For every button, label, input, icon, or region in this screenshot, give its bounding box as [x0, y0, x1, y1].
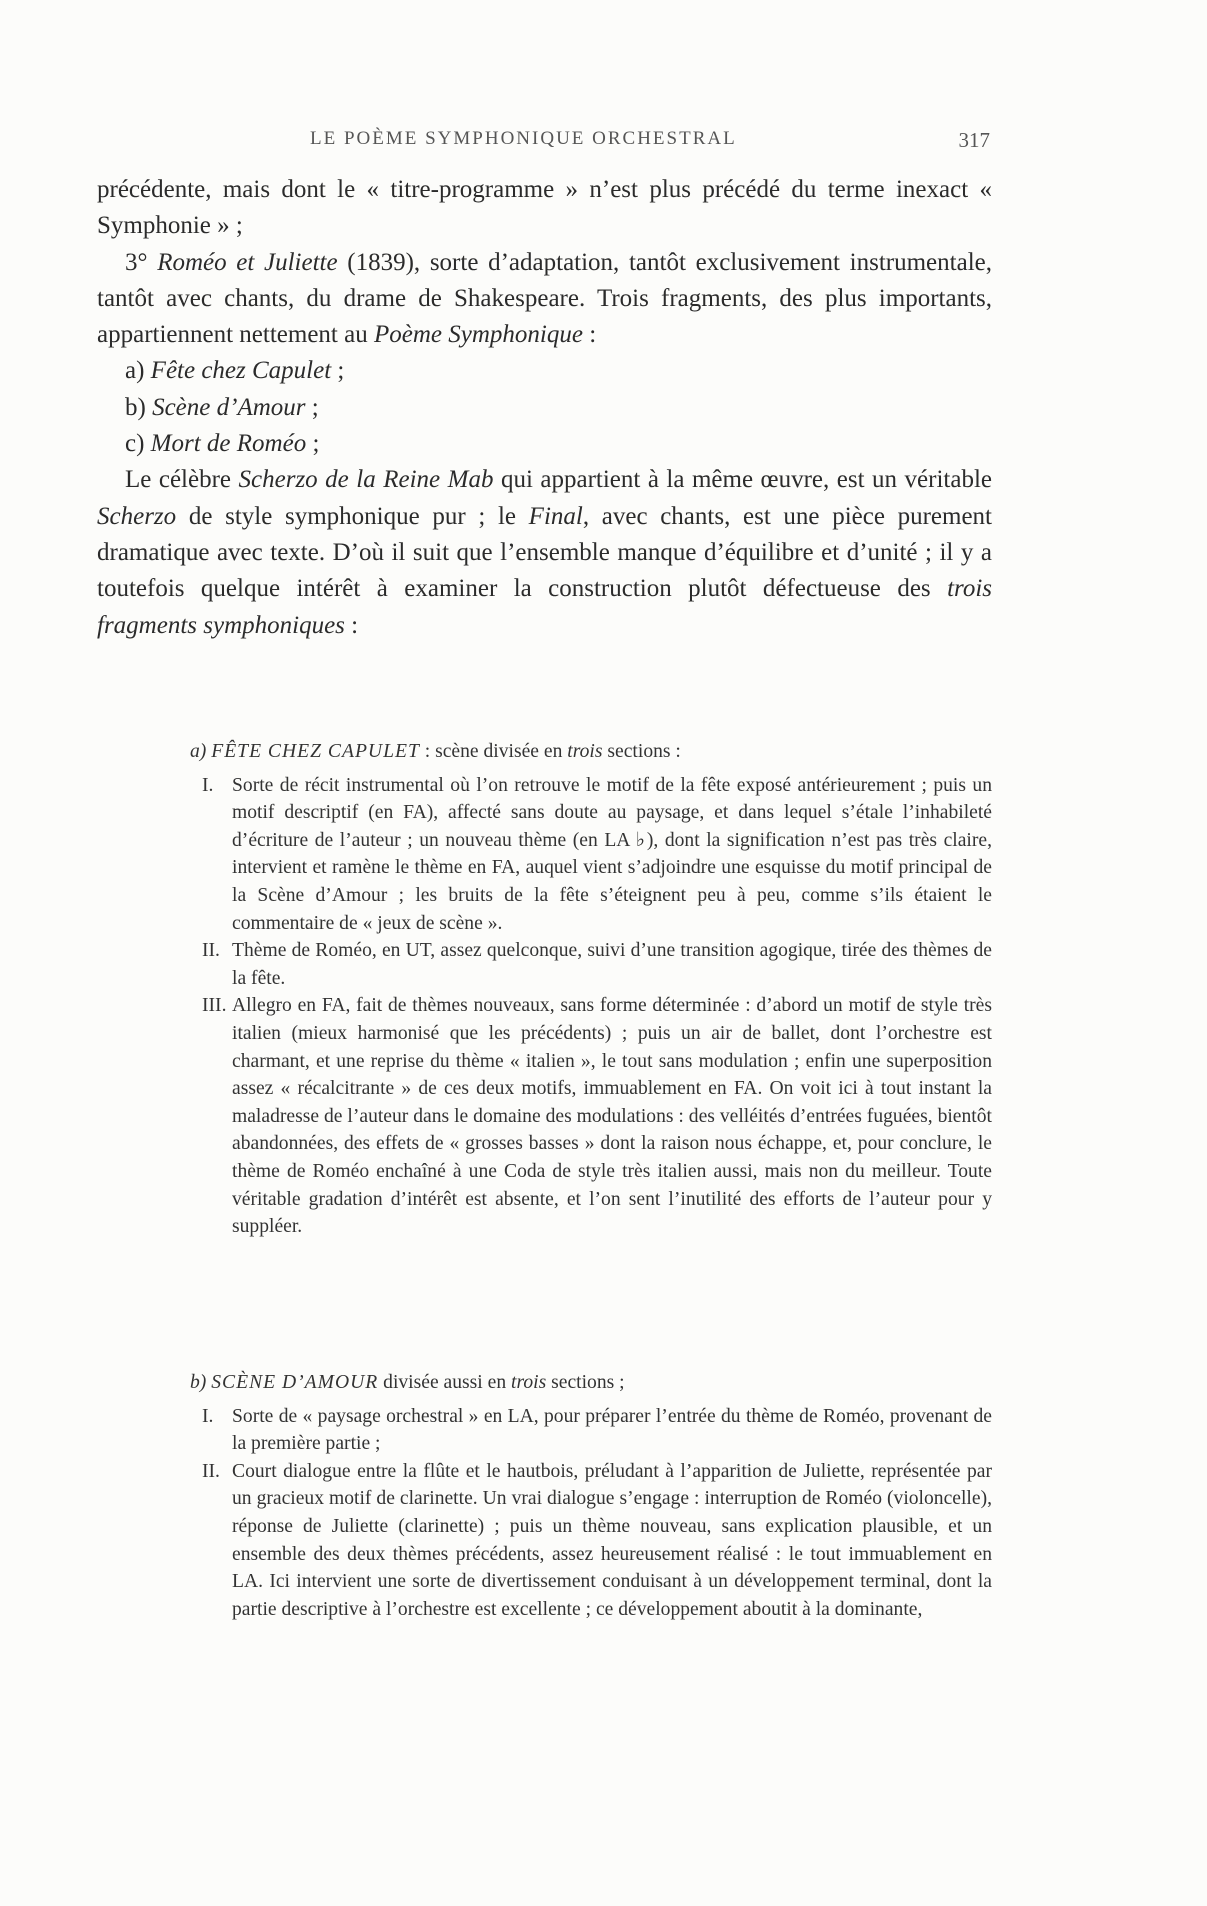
- section-fete-chez-capulet: [190, 738, 992, 1241]
- genre-term: Poème Symphonique: [373, 321, 583, 349]
- page-number: 317: [958, 128, 990, 152]
- item-numeral: I.: [202, 774, 214, 796]
- section-desc: : scène divisée en: [419, 741, 568, 762]
- fragment-mark: c): [125, 430, 151, 458]
- work-title: Scherzo de la Reine Mab: [238, 466, 494, 494]
- list-item: [190, 937, 992, 992]
- section-heading: [190, 1369, 992, 1397]
- item-text: Sorte de « paysage orchestral » en LA, pour préparer l’entrée du thème de Roméo, provenant de la première partie ;: [232, 1405, 992, 1455]
- fragment-title: Fête chez Capulet: [150, 357, 332, 385]
- item-numeral: II.: [202, 940, 220, 962]
- genre-term: Scherzo: [97, 502, 177, 530]
- paragraph-end: :: [582, 321, 597, 349]
- list-item: [190, 1458, 992, 1624]
- item-text: Allegro en FA, fait de thèmes nouveaux, sans forme déterminée : d’abord un motif de style très italien (mieux harmonisé que les précédents) ; puis un air de ballet, dont l’orchestre est charmant, et une reprise du thème « italien », le tout sans modulation ; enfin une superposition assez « récalcitrante » de ces deux motifs, immuablement en FA. On voit ici à tout instant la maladresse de l’auteur dans le domaine des modulations : des velléités d’entrées fuguées, bientôt abandonnées, des effets de « grosses basses » dont la raison nous échappe, et, pour conclure, le thème de Roméo enchaîné à une Coda de style très italien aussi, mais non du meilleur. Toute véritable gradation d’intérêt est absente, et l’on sent l’inutilité des efforts de l’auteur pour y suppléer.: [232, 995, 992, 1238]
- section-item-list: [190, 772, 992, 1241]
- list-item: [190, 992, 992, 1240]
- item-numeral: III.: [202, 995, 227, 1017]
- text-run: , avec chants, est une pièce purement dramatique avec texte. D’où il suit que l’ensemble manque d’équilibre et d’unité ; il y a toutefois quelque intérêt à examiner la construction plutôt défectueuse des: [97, 502, 993, 603]
- section-title: FÊTE CHEZ CAPULET: [211, 741, 420, 762]
- genre-term: Final: [528, 502, 583, 530]
- text-run: de style symphonique pur ; le: [176, 502, 529, 530]
- fragment-title: Mort de Roméo: [150, 430, 307, 458]
- text-run: :: [344, 611, 359, 639]
- fragment-mark: b): [125, 393, 153, 421]
- list-item: [190, 1403, 992, 1458]
- item-text: Thème de Roméo, en UT, assez quelconque, suivi d’une transition agogique, tirée des thèmes de la fête.: [232, 940, 992, 989]
- paragraph-scherzo: [97, 462, 992, 643]
- text-run: Le célèbre: [125, 466, 239, 494]
- section-mark: b): [190, 1372, 212, 1393]
- item-text: Court dialogue entre la flûte et le hautbois, préludant à l’apparition de Juliette, représentée par un gracieux motif de clarinette. Un vrai dialogue s’engage : interruption de Roméo (violoncelle), réponse de Juliette (clarinette) ; puis un thème nouveau, sans explication plausible, et un ensemble des deux thèmes précédents, assez heureusement réalisé : le tout immuablement en LA. Ici intervient une sorte de divertissement conduisant à un développement terminal, dont la partie descriptive à l’orchestre est excellente ; ce développement aboutit à la dominante,: [232, 1460, 992, 1620]
- item-number: 3°: [125, 248, 158, 276]
- section-desc-emphasis: trois: [511, 1372, 547, 1393]
- fragment-end: ;: [306, 430, 320, 458]
- section-desc: divisée aussi en: [378, 1372, 512, 1393]
- running-title: LE POÈME SYMPHONIQUE ORCHESTRAL: [310, 128, 737, 149]
- fragment-item: [97, 390, 992, 426]
- section-desc-end: sections ;: [546, 1372, 625, 1393]
- work-title: Roméo et Juliette: [157, 248, 338, 276]
- section-desc-emphasis: trois: [567, 741, 603, 762]
- paragraph-romeo-juliette: [97, 245, 992, 354]
- fragment-item: [97, 353, 992, 389]
- main-text: [97, 172, 992, 644]
- item-numeral: II.: [202, 1460, 220, 1482]
- fragment-mark: a): [125, 357, 151, 385]
- fragment-title: Scène d’Amour: [152, 393, 306, 421]
- text-run: qui appartient à la même œuvre, est un véritable: [493, 466, 992, 494]
- page-header: [310, 128, 990, 158]
- list-item: [190, 772, 992, 938]
- emphasis: trois fragments symphoniques: [97, 575, 992, 639]
- section-desc-end: sections :: [602, 741, 681, 762]
- item-text: Sorte de récit instrumental où l’on retrouve le motif de la fête exposé antérieurement ; puis un motif descriptif (en FA), affecté sans doute au paysage, et dans lequel s’étale l’inhabileté d’écriture de l’auteur ; un nouveau thème (en LA ♭), dont la signification n’est pas très claire, intervient et ramène le thème en FA, auquel vient s’adjoindre une esquisse du motif principal de la Scène d’Amour ; les bruits de la fête s’éteignent peu à peu, comme s’ils étaient le commentaire de « jeux de scène ».: [232, 774, 992, 934]
- fragment-end: ;: [305, 393, 319, 421]
- item-numeral: I.: [202, 1405, 214, 1427]
- section-title: SCÈNE D’AMOUR: [211, 1372, 379, 1393]
- fragment-end: ;: [331, 357, 345, 385]
- fragment-item: [97, 426, 992, 462]
- section-mark: a): [190, 741, 212, 762]
- paragraph-text: (1839), sorte d’adaptation, tantôt exclusivement instrumentale, tantôt avec chants, du drame de Shakespeare. Trois fragments, des plus importants, appartiennent nettement au: [97, 248, 992, 349]
- section-item-list: [190, 1403, 992, 1624]
- paragraph-continued: précédente, mais dont le « titre-programme » n’est plus précédé du terme inexact « Symphonie » ;: [97, 176, 992, 240]
- section-heading: [190, 738, 992, 766]
- section-scene-d-amour: [190, 1369, 992, 1623]
